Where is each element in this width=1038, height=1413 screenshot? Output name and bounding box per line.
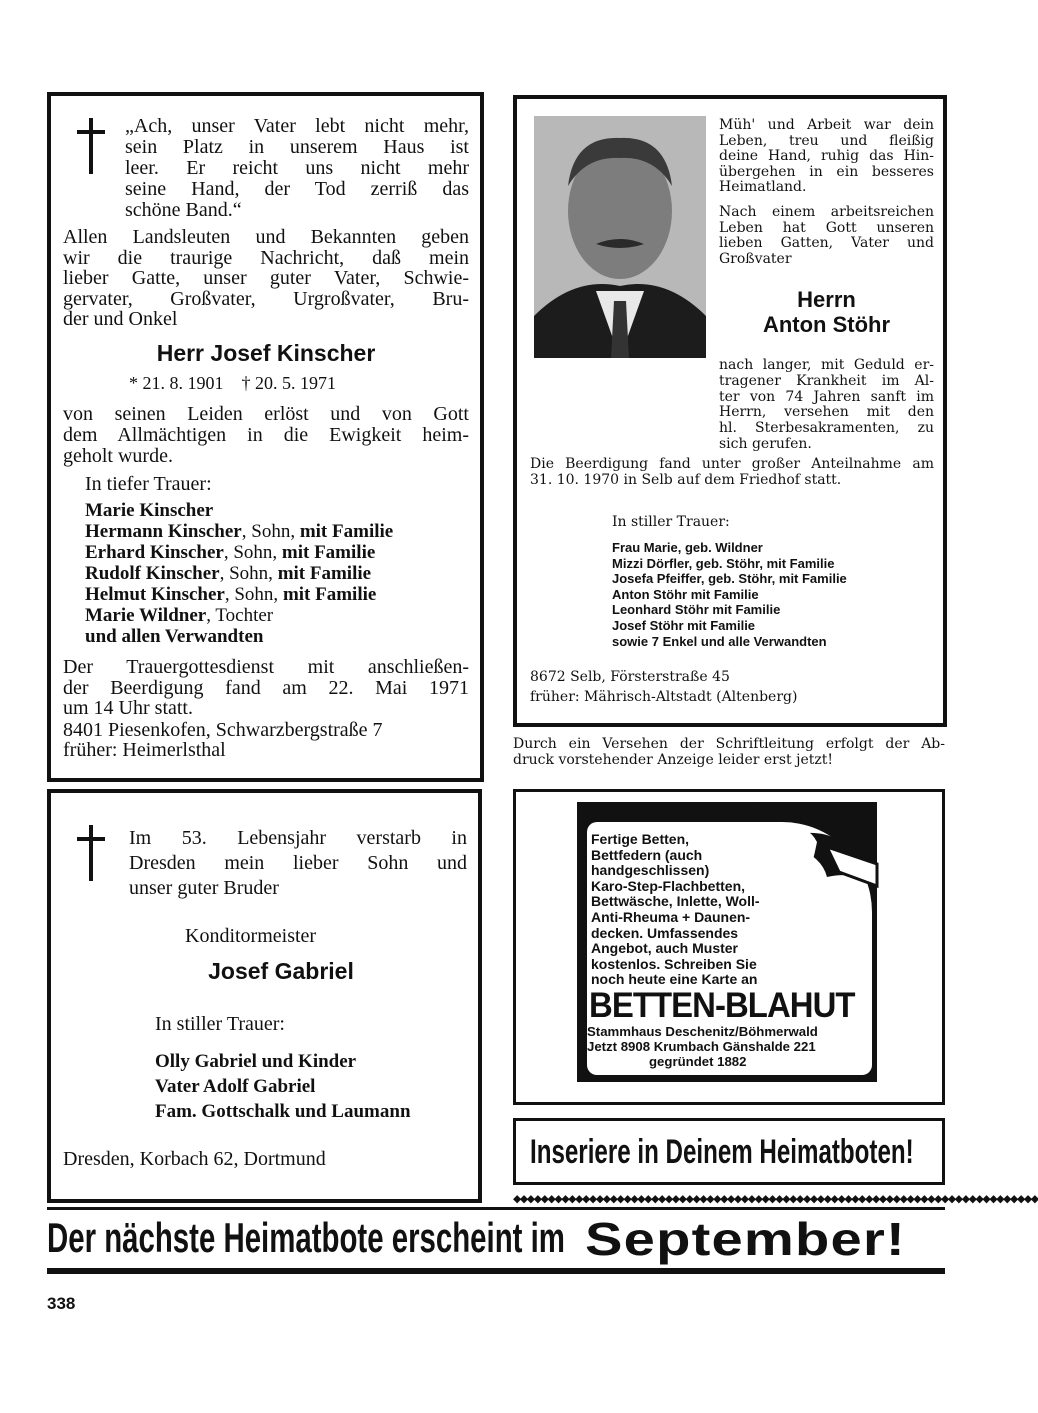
- diamond-rule: ◆◆◆◆◆◆◆◆◆◆◆◆◆◆◆◆◆◆◆◆◆◆◆◆◆◆◆◆◆◆◆◆◆◆◆◆◆◆◆◆◆◆◆◆◆◆◆◆◆◆◆◆◆◆◆◆◆◆◆◆◆◆◆◆◆◆◆◆◆◆◆◆◆◆◆◆: [513, 1193, 1038, 1205]
- list-item: Marie Kinscher: [85, 500, 214, 521]
- list-item: sowie 7 Enkel und alle Verwandten: [612, 633, 827, 649]
- kinscher-release: von seinen Leiden erlöst und von Gott dem Allmächtigen in die Ewigkeit heim- geholt wurde.: [63, 403, 469, 467]
- portrait-photo: [534, 116, 706, 358]
- ad-footer: Stammhaus Deschenitz/Böhmerwald Jetzt 8908 Krumbach Gänshalde 221 gegründet 1882: [587, 1024, 818, 1069]
- kinscher-mourning-label: In tiefer Trauer:: [85, 473, 212, 495]
- divider: [47, 1268, 945, 1274]
- kinscher-intro: Allen Landsleuten und Bekannten geben wir die traurige Nachricht, daß mein lieber Gatte, unser guter Vater, Schwie- gervater, Großvater, Urgroßvater, Bru- der und Onkel: [63, 226, 469, 330]
- stoehr-mourners: [612, 540, 847, 649]
- banner-highlight: September!: [585, 1213, 906, 1265]
- gabriel-name: Josef Gabriel: [208, 958, 354, 984]
- stoehr-burial: Die Beerdigung fand unter großer Anteilnahme am 31. 10. 1970 in Selb auf dem Friedhof statt.: [530, 456, 934, 488]
- list-item: Mizzi Dörfler, geb. Stöhr, mit Familie: [612, 555, 835, 571]
- stoehr-title: Herrn: [797, 287, 856, 312]
- erratum-note: Durch ein Versehen der Schriftleitung erfolgt der Ab- druck vorstehender Anzeige leider erst jetzt!: [513, 736, 945, 768]
- list-item: Frau Marie, geb. Wildner: [612, 540, 763, 555]
- cross-icon: [77, 118, 107, 178]
- list-item: Marie Wildner, Tochter: [85, 605, 274, 626]
- stoehr-after: nach langer, mit Geduld er- tragener Krankheit im Al- ter von 74 Jahren sanft im Herrn, versehen mit den hl. Sterbesakramenten, zu sich gerufen.: [719, 357, 934, 452]
- kinscher-name: Herr Josef Kinscher: [156, 340, 376, 366]
- banner-text: Der nächste Heimatbote erscheint im: [47, 1214, 565, 1261]
- list-item: Hermann Kinscher, Sohn, mit Familie: [85, 521, 394, 542]
- list-item: Olly Gabriel und Kinder: [155, 1051, 357, 1072]
- obituary-kinscher: [47, 92, 484, 782]
- list-item: Vater Adolf Gabriel: [155, 1076, 316, 1097]
- obituary-gabriel: [47, 789, 482, 1203]
- list-item: Erhard Kinscher, Sohn, mit Familie: [85, 542, 376, 563]
- gabriel-address: Dresden, Korbach 62, Dortmund: [63, 1148, 326, 1170]
- list-item: Josefa Pfeiffer, geb. Stöhr, mit Familie: [612, 571, 847, 587]
- gabriel-mourning-label: In stiller Trauer:: [155, 1013, 285, 1035]
- gabriel-intro: Im 53. Lebensjahr verstarb in Dresden mein lieber Sohn und unser guter Bruder: [129, 827, 467, 899]
- stoehr-intro: Nach einem arbeitsreichen Leben hat Gott unseren lieben Gatten, Vater und Großvater: [719, 204, 934, 267]
- stoehr-name: Anton Stöhr: [762, 312, 891, 337]
- kinscher-former: früher: Heimerlsthal: [63, 739, 226, 761]
- list-item: Fam. Gottschalk und Laumann: [155, 1101, 411, 1122]
- page-number: 338: [47, 1294, 76, 1313]
- list-item: Josef Stöhr mit Familie: [612, 617, 756, 633]
- list-item: Rudolf Kinscher, Sohn, mit Familie: [85, 563, 372, 584]
- divider: [47, 1207, 945, 1210]
- slogan-text: Inseriere in Deinem Heimatboten!: [530, 1133, 914, 1171]
- kinscher-mourners: [85, 500, 393, 647]
- gabriel-mourners: [155, 1049, 411, 1124]
- stoehr-mourning-label: In stiller Trauer:: [612, 514, 730, 530]
- kinscher-quote: „Ach, unser Vater lebt nicht mehr, sein Platz in unserem Haus ist leer. Er reicht uns nicht mehr seine Hand, der Tod zerriß das schöne Band.“: [125, 115, 469, 221]
- slogan-box: [513, 1118, 945, 1185]
- list-item: und allen Verwandten: [85, 626, 264, 647]
- list-item: Leonhard Stöhr mit Familie: [612, 602, 781, 618]
- cross-icon: [77, 825, 107, 885]
- list-item: Anton Stöhr mit Familie: [612, 586, 759, 602]
- kinscher-dates: * 21. 8. 1901 † 20. 5. 1971: [129, 373, 336, 393]
- kinscher-service: Der Trauergottesdienst mit anschließen- der Beerdigung fand am 22. Mai 1971 um 14 Uhr statt.: [63, 656, 469, 719]
- stoehr-poem: Müh' und Arbeit war dein Leben, treu und fleißig deine Hand, ruhig das Hin- übergehen in ein besseres Heimatland.: [719, 117, 934, 195]
- ad-brand: BETTEN-BLAHUT: [589, 986, 855, 1025]
- list-item: Helmut Kinscher, Sohn, mit Familie: [85, 584, 377, 605]
- swan-graphic: [577, 802, 877, 1082]
- stoehr-former: früher: Mährisch-Altstadt (Altenberg): [530, 689, 798, 705]
- stoehr-address: 8672 Selb, Försterstraße 45: [530, 669, 730, 685]
- gabriel-profession: Konditormeister: [185, 925, 317, 947]
- kinscher-address: 8401 Piesenkofen, Schwarzbergstraße 7: [63, 719, 383, 741]
- ad-text: Fertige Betten, Bettfedern (auch handgeschlissen) Karo-Step-Flachbetten, Bettwäsche, Inlette, Woll- Anti-Rheuma + Daunen- decken. Umfassendes Angebot, auch Muster kostenlos. Schreiben Sie noch heute eine Karte an: [591, 831, 760, 988]
